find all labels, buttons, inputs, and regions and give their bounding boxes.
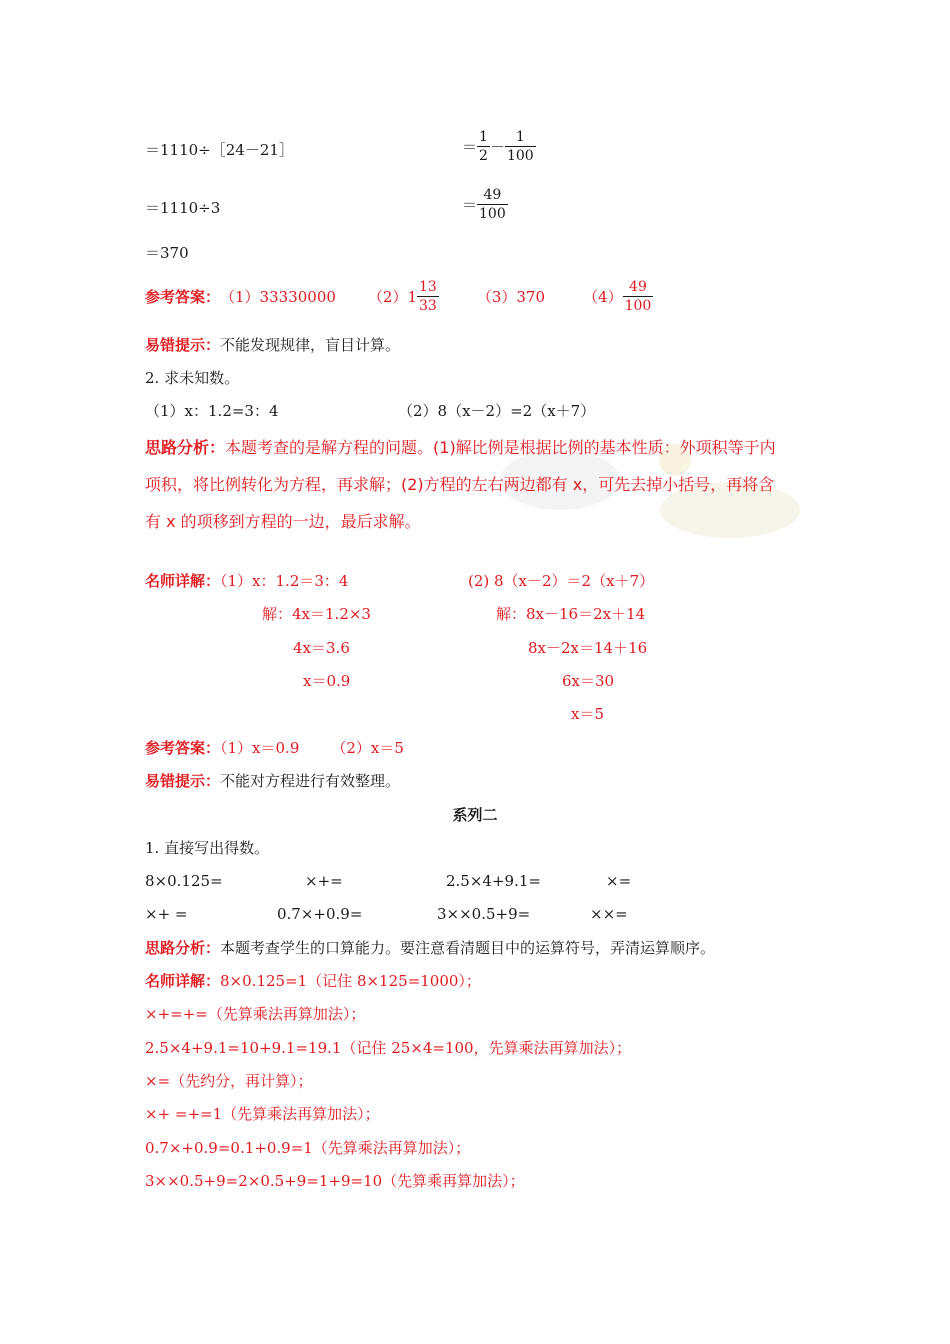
minus-sign: － <box>489 137 505 156</box>
detail-2-col2-row1: (2) 8（x－2）＝2（x＋7） <box>468 572 655 590</box>
answer-2-fraction: $\frac{13}{33}$ <box>419 279 437 314</box>
tip-label: 易错提示： <box>145 336 221 354</box>
detail-2-col1-row2: 解：4x＝1.2×3 <box>262 605 371 623</box>
calc4-line2 <box>462 186 508 223</box>
detail-1-line4: ×=（先约分，再计算）； <box>145 1072 313 1090</box>
answer-2: （2）x＝5 <box>331 739 404 757</box>
detail-1-line7: 3××0.5+9=2×0.5+9=1+9=10（先算乘再算加法）； <box>145 1172 525 1190</box>
q1-row1-item3: 2.5×4+9.1= <box>446 872 541 890</box>
question-1-title: 1. 直接写出得数。 <box>145 839 270 857</box>
q1-row2-item4: ××= <box>590 905 628 923</box>
answer-1: （1）x＝0.9 <box>220 739 300 757</box>
detail-label: 名师详解： <box>145 572 221 590</box>
answer-label: 参考答案： <box>145 287 221 306</box>
q1-row1-item4: ×= <box>606 872 632 890</box>
answer-4-prefix: （4） <box>583 287 623 306</box>
detail-2-col2-row3: 8x－2x＝14＋16 <box>528 639 648 657</box>
q1-row2-item3: 3××0.5+9= <box>437 905 531 923</box>
detail-label: 名师详解： <box>145 972 221 990</box>
analysis-text: 本题考查学生的口算能力。要注意看清题目中的运算符号，弄清运算顺序。 <box>220 939 716 957</box>
analysis-label: 思路分析： <box>145 939 221 957</box>
calc4-line1 <box>462 128 536 165</box>
detail-2-col2-row2: 解：8x－16＝2x＋14 <box>496 605 646 623</box>
answer-4-fraction: $\frac{49}{100}$ <box>624 279 652 314</box>
detail-2-col2-row5: x＝5 <box>571 705 605 723</box>
detail-1-line1: 名师详解：8×0.125=1（记住 8×125=1000）； <box>145 972 481 990</box>
analysis-label: 思路分析： <box>145 438 226 457</box>
calc3-line1: ＝1110÷［24－21］ <box>145 141 294 159</box>
fraction-hundredth: $\frac{1}{100}$ <box>506 129 534 164</box>
question-2-part1: （1）x：1.2=3：4 <box>145 402 279 420</box>
calc3-line3: ＝370 <box>145 244 189 262</box>
error-tip-2 <box>145 771 400 791</box>
detail-2-row1: 名师详解：（1）x：1.2＝3：4 <box>145 572 349 590</box>
question-2-title: 2. 求未知数。 <box>145 369 240 387</box>
q1-row2-item2: 0.7×+0.9= <box>277 905 363 923</box>
answers-q2 <box>145 738 404 758</box>
q1-row1-item1: 8×0.125= <box>145 872 223 890</box>
answer-1: （1）33330000 <box>220 287 336 306</box>
q1-row1-item2: ×+= <box>305 872 343 890</box>
answer-2-prefix: （2）1 <box>367 287 418 306</box>
detail-2-col1-row3: 4x＝3.6 <box>293 639 350 657</box>
series-2-heading: 系列二 <box>452 806 498 824</box>
answers-series1 <box>145 278 653 315</box>
tip-label: 易错提示： <box>145 772 221 790</box>
tip-text: 不能发现规律，盲目计算。 <box>220 336 401 354</box>
analysis-2-line1: 思路分析：本题考查的是解方程的问题。(1)解比例是根据比例的基本性质：外项积等于内 <box>145 438 776 457</box>
detail-1-line3: 2.5×4+9.1=10+9.1=19.1（记住 25×4=100，先算乘法再算加法）； <box>145 1039 632 1057</box>
answer-label: 参考答案： <box>145 739 221 757</box>
detail-1-line6: 0.7×+0.9=0.1+0.9=1（先算乘法再算加法）； <box>145 1139 471 1157</box>
detail-2-col2-row4: 6x＝30 <box>562 672 615 690</box>
error-tip-1 <box>145 335 400 355</box>
equals-sign: ＝ <box>462 195 478 214</box>
equals-sign: ＝ <box>462 137 478 156</box>
answer-3: （3）370 <box>476 287 546 306</box>
analysis-1 <box>145 938 715 958</box>
calc3-line2: ＝1110÷3 <box>145 199 221 217</box>
fraction-result: $\frac{49}{100}$ <box>479 187 506 222</box>
fraction-half: $\frac{1}{2}$ <box>479 129 488 164</box>
analysis-2-line2: 项积，将比例转化为方程，再求解；(2)方程的左右两边都有 x，可先去掉小括号，再将含 <box>145 475 775 494</box>
q1-row2-item1: ×+ = <box>145 905 188 923</box>
detail-1-line2: ×+=+=（先算乘法再算加法）； <box>145 1005 366 1023</box>
detail-1-line5: ×+ =+=1（先算乘法再算加法）； <box>145 1105 380 1123</box>
analysis-2-line3: 有 x 的项移到方程的一边，最后求解。 <box>145 512 421 531</box>
question-2-part2: （2）8（x－2）=2（x＋7） <box>398 402 596 420</box>
detail-2-col1-row4: x＝0.9 <box>303 672 351 690</box>
tip-text: 不能对方程进行有效整理。 <box>220 772 401 790</box>
